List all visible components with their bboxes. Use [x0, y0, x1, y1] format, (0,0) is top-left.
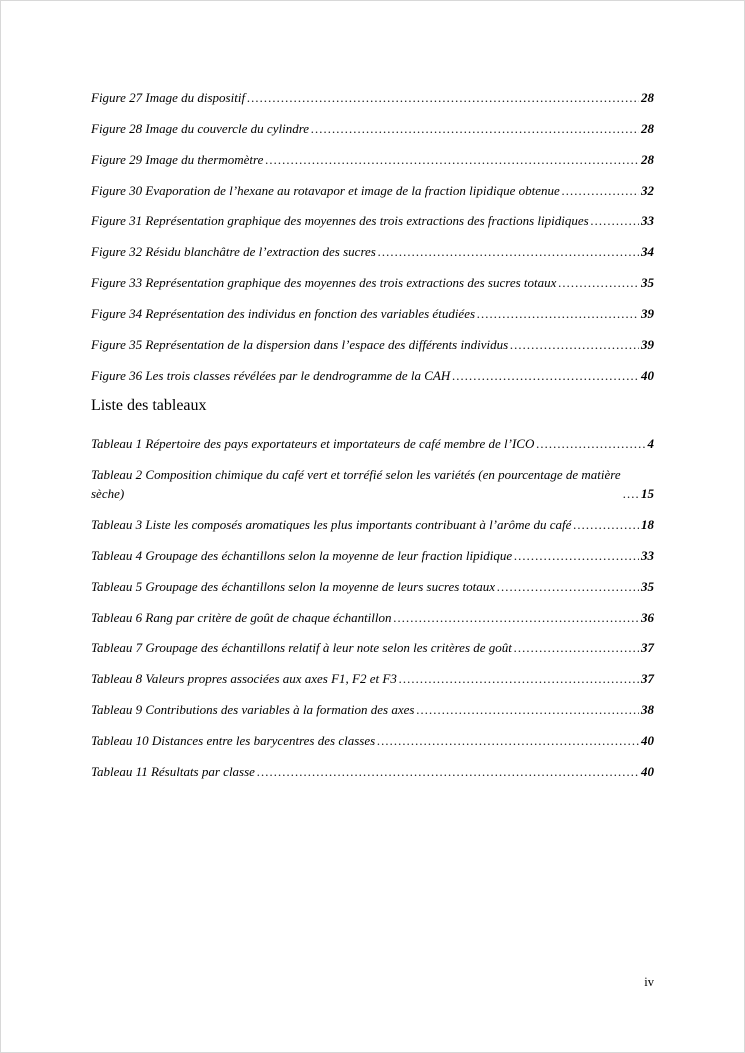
entry-page-number: 40 [641, 732, 654, 748]
entry-title: Figure 30 Evaporation de l’hexane au rotavapor et image de la fraction lipidique obtenue [91, 182, 560, 198]
entry-title: Figure 32 Résidu blanchâtre de l’extraction des sucres [91, 244, 376, 260]
entry-page-number: 37 [641, 640, 654, 656]
entry-title: Figure 35 Représentation de la dispersion dans l’espace des différents individus [91, 336, 509, 352]
entry-title: Figure 28 Image du couvercle du cylindre [91, 120, 310, 136]
entry-page-number: 28 [641, 151, 654, 167]
entry-title: Figure 31 Représentation graphique des moyennes des trois extractions des fractions lipidiques [91, 213, 589, 229]
entry-page-number: 40 [641, 367, 654, 383]
entry-page-number: 39 [641, 336, 654, 352]
toc-entry[interactable] [91, 151, 654, 170]
entry-page-number: 40 [641, 763, 654, 779]
dot-leader [495, 578, 639, 597]
toc-entry[interactable] [91, 305, 654, 324]
dot-leader [508, 336, 639, 355]
toc-entry[interactable] [91, 435, 654, 454]
tables-list [91, 435, 654, 781]
entry-page-number: 18 [641, 516, 654, 532]
dot-leader [245, 89, 639, 108]
toc-entry[interactable] [91, 639, 654, 658]
toc-entry[interactable] [91, 516, 654, 535]
entry-page-number: 38 [641, 702, 654, 718]
dot-leader [571, 516, 639, 535]
dot-leader [392, 609, 639, 628]
entry-page-number: 28 [641, 90, 654, 105]
entry-title: Tableau 11 Résultats par classe [91, 763, 255, 779]
dot-leader [589, 212, 639, 231]
dot-leader [512, 547, 639, 566]
tables-section-heading: Liste des tableaux [91, 397, 207, 415]
entry-title: Tableau 5 Groupage des échantillons selon la moyenne de leurs sucres totaux [91, 578, 496, 594]
entry-title: Tableau 4 Groupage des échantillons selon la moyenne de leur fraction lipidique [91, 547, 513, 563]
entry-page-number: 39 [641, 305, 654, 321]
dot-leader [534, 435, 645, 454]
toc-entry[interactable] [91, 120, 654, 139]
entry-title: Tableau 9 Contributions des variables à la formation des axes [91, 702, 415, 718]
dot-leader [376, 243, 639, 262]
entry-title: Figure 34 Représentation des individus en fonction des variables étudiées [91, 305, 476, 321]
toc-entry[interactable] [91, 609, 654, 628]
toc-entry[interactable] [91, 212, 654, 231]
toc-entry[interactable] [91, 274, 654, 293]
dot-leader [621, 485, 639, 504]
toc-entry[interactable] [91, 670, 654, 689]
dot-leader [255, 763, 639, 782]
entry-page-number: 34 [641, 244, 654, 260]
entry-page-number: 4 [647, 436, 654, 452]
dot-leader [263, 151, 639, 170]
entry-title: Figure 29 Image du thermomètre [91, 151, 264, 167]
toc-entry[interactable] [91, 732, 654, 751]
entry-title: Tableau 6 Rang par critère de goût de chaque échantillon [91, 609, 392, 625]
entry-title: Figure 27 Image du dispositif [91, 90, 246, 105]
entry-page-number: 15 [641, 486, 654, 502]
entry-title: Tableau 8 Valeurs propres associées aux axes F1, F2 et F3 [91, 671, 397, 687]
toc-entry[interactable] [91, 367, 654, 386]
toc-entry[interactable] [91, 336, 654, 355]
toc-entry[interactable] [91, 578, 654, 597]
entry-page-number: 35 [641, 578, 654, 594]
dot-leader [512, 639, 639, 658]
dot-leader [475, 305, 639, 324]
entry-title: Figure 33 Représentation graphique des moyennes des trois extractions des sucres totaux [91, 275, 557, 291]
entry-page-number: 37 [641, 671, 654, 687]
dot-leader [375, 732, 639, 751]
entry-page-number: 28 [641, 120, 654, 136]
entry-title: Tableau 2 Composition chimique du café vert et torréfié selon les variétés (en pourcentage de matière sèche) [91, 467, 621, 502]
toc-entry[interactable] [91, 547, 654, 566]
entry-title: Figure 36 Les trois classes révélées par le dendrogramme de la CAH [91, 367, 451, 383]
toc-entry[interactable] [91, 182, 654, 201]
figures-list [91, 89, 654, 385]
dot-leader [309, 120, 639, 139]
entry-page-number: 33 [641, 213, 654, 229]
entry-page-number: 36 [641, 609, 654, 625]
entry-title: Tableau 10 Distances entre les barycentres des classes [91, 732, 376, 748]
footer-page-number: iv [644, 975, 654, 989]
entry-page-number: 32 [641, 182, 654, 198]
dot-leader [450, 367, 639, 386]
entry-title: Tableau 7 Groupage des échantillons relatif à leur note selon les critères de goût [91, 640, 512, 656]
dot-leader [556, 274, 639, 293]
dot-leader [397, 670, 639, 689]
entry-page-number: 33 [641, 547, 654, 563]
entry-page-number: 35 [641, 275, 654, 291]
toc-entry[interactable] [91, 89, 654, 108]
toc-entry[interactable] [91, 701, 654, 720]
entry-title: Tableau 1 Répertoire des pays exportateurs et importateurs de café membre de l’ICO [91, 436, 535, 452]
toc-entry[interactable] [91, 466, 654, 504]
toc-entry[interactable] [91, 243, 654, 262]
dot-leader [414, 701, 639, 720]
dot-leader [560, 182, 639, 201]
entry-title: Tableau 3 Liste les composés aromatiques les plus importants contribuant à l’arôme du café [91, 516, 572, 532]
toc-entry[interactable] [91, 763, 654, 782]
